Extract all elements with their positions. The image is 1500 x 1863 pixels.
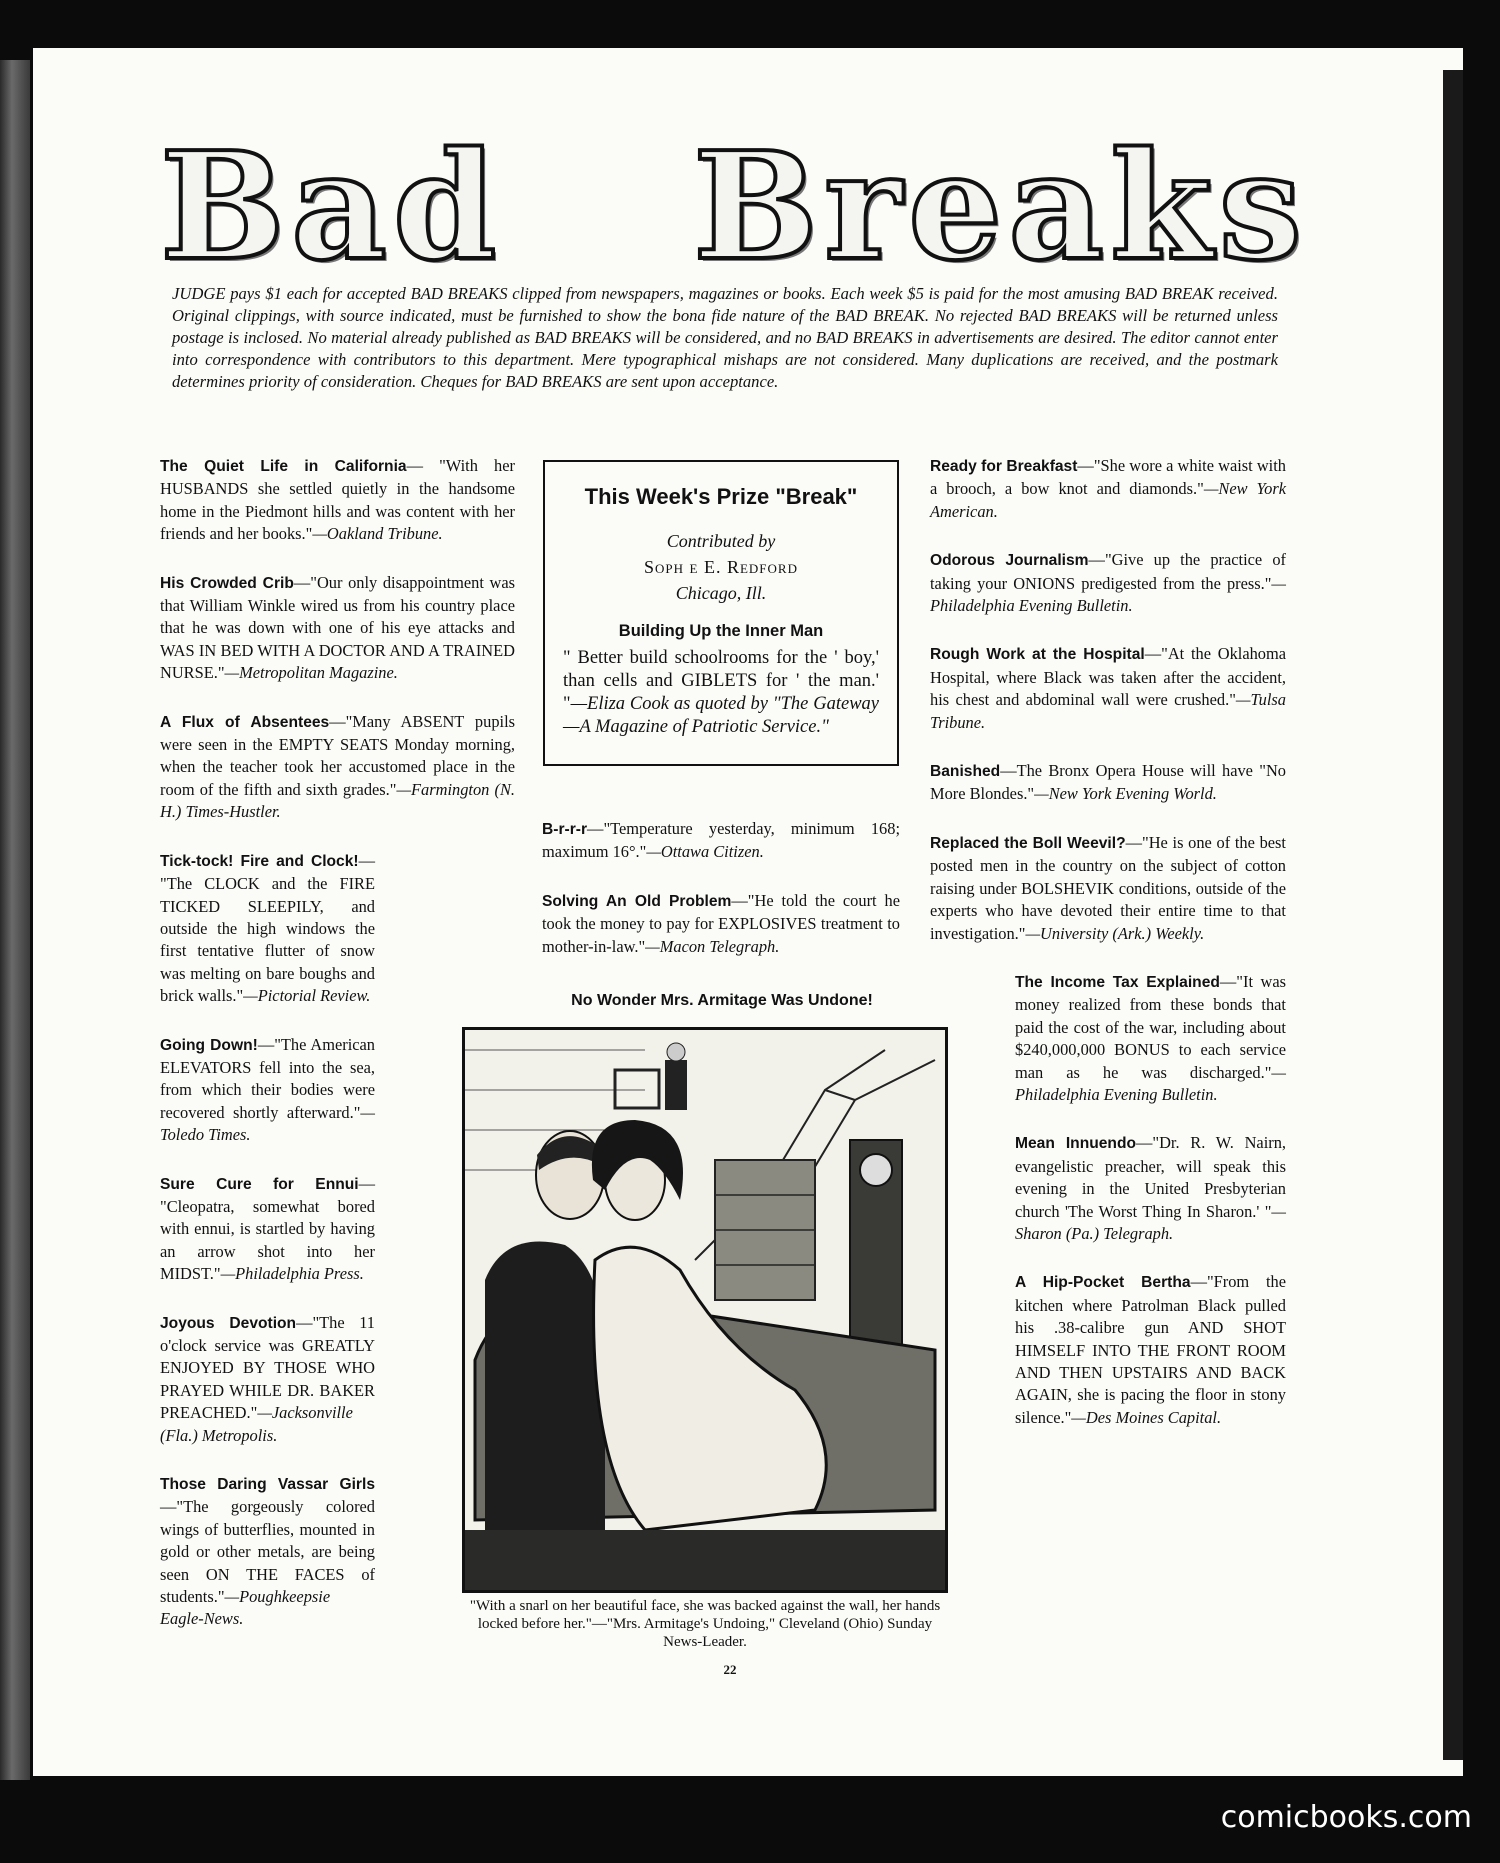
article: His Crowded Crib—"Our only disappointment was that William Winkle wired us from his country place that he was down with one of his eye attacks and WAS IN BED WITH A DOCTOR AND A TRAINED NURSE."—Metropolitan Magazine. bbox=[160, 572, 516, 683]
article: Replaced the Boll Weevil?—"He is one of the best posted men in the country on the subject of cotton raising under BOLSHEVIK conditions, outside of the experts who have devoted their entire time to that investigation."—University (Ark.) Weekly. bbox=[930, 832, 1286, 943]
article-source: —Philadelphia Press. bbox=[220, 1264, 364, 1284]
article-title: Banished bbox=[930, 763, 1001, 781]
article: Those Daring Vassar Girls—"The gorgeously colored wings of butterflies, mounted in gold or other metals, are being seen ON THE FACES of students."—Poughkeepsie Eagle-News. bbox=[160, 1476, 375, 1629]
article-source: —Des Moines Capital. bbox=[1071, 1407, 1222, 1427]
man-figure bbox=[485, 1242, 605, 1530]
article-title: A Flux of Absentees bbox=[160, 713, 330, 731]
article-title: Going Down! bbox=[160, 1036, 258, 1054]
page-number: 22 bbox=[723, 1662, 737, 1677]
article-source: —Pictorial Review. bbox=[243, 986, 371, 1006]
article: The Quiet Life in California— "With her HUSBANDS she settled quietly in the handsome home in the Piedmont hills and was content with her friends and her books."—Oakland Tribune. bbox=[160, 456, 515, 544]
article: Tick-tock! Fire and Clock!— "The CLOCK and the FIRE TICKED SLEEPILY, and outside the high windows the first tentative flutter of snow was melting on bare boughs and brick walls."—Pictorial Review. bbox=[160, 850, 375, 1006]
article-source: —New York American. bbox=[930, 479, 1286, 521]
illustration-title: No Wonder Mrs. Armitage Was Undone! bbox=[571, 992, 873, 1009]
prize-quote-text: " Better build schoolrooms for the ' boy,' than cells and GIBLETS for ' the man.' " bbox=[563, 648, 879, 714]
article-title: Tick-tock! Fire and Clock! bbox=[160, 852, 359, 870]
article: The Income Tax Explained—"It was money realized from these bonds that paid the cost of the war, including about $240,000,000 BONUS to each service man as he was discharged."—Philadelphia Evening Bulletin. bbox=[1015, 971, 1286, 1104]
article-title: Joyous Devotion bbox=[160, 1314, 297, 1332]
article-text: "The CLOCK and the FIRE TICKED SLEEPILY, and outside the high windows the first tentative flutter of snow was melting on bare boughs and brick walls." bbox=[160, 874, 375, 1006]
article-title: B-r-r-r bbox=[542, 821, 588, 838]
article-source: —Poughkeepsie Eagle-News. bbox=[160, 1587, 331, 1629]
prize-heading: Building Up the Inner Man bbox=[618, 622, 824, 640]
article-text: "The 11 o'clock service was GREATLY ENJOYED BY THOSE WHO PRAYED WHILE DR. BAKER PREACHED." bbox=[160, 1312, 375, 1423]
article-text: "The American ELEVATORS fell into the sea, from which their bodies were recovered shortly afterward." bbox=[160, 1034, 375, 1122]
article-title: Odorous Journalism bbox=[930, 552, 1089, 570]
prize-break-box bbox=[543, 460, 899, 766]
article-source: —Metropolitan Magazine. bbox=[224, 663, 398, 683]
prize-contributed-by: Contributed by bbox=[666, 531, 776, 551]
page-edge-left bbox=[0, 60, 30, 1780]
article-text: "Many ABSENT pupils were seen in the EMPTY SEATS Monday morning, when the teacher took her accustomed place in the room of the fifth and sixth grades." bbox=[160, 711, 515, 799]
article: Joyous Devotion—"The 11 o'clock service was GREATLY ENJOYED BY THOSE WHO PRAYED WHILE DR. BAKER PREACHED."—Jacksonville (Fla.) Metropolis. bbox=[160, 1312, 375, 1445]
prize-title: This Week's Prize "Break" bbox=[584, 484, 858, 509]
prize-quote-source: —Eliza Cook as quoted by "The Gateway—A Magazine of Patriotic Service." bbox=[563, 694, 879, 737]
article-source: —New York Evening World. bbox=[1034, 784, 1217, 804]
article-title: His Crowded Crib bbox=[160, 574, 294, 592]
article-text: "He is one of the best posted men in the country on the subject of cotton raising under BOLSHEVIK conditions, outside of the experts who have devoted their entire time to that investigation." bbox=[930, 832, 1286, 943]
article-text: "Temperature yesterday, minimum 168; maximum 16°." bbox=[542, 819, 900, 862]
article-text: The Bronx Opera House will have "No More Blondes." bbox=[930, 761, 1286, 804]
illustration bbox=[462, 1027, 948, 1593]
article-title: Ready for Breakfast bbox=[930, 458, 1078, 475]
article-title: Mean Innuendo bbox=[1015, 1135, 1136, 1153]
article-text: "Our only disappointment was that William Winkle wired us from his country place that he was down with one of his eye attacks and WAS IN BED WITH A DOCTOR AND A TRAINED NURSE." bbox=[160, 572, 516, 683]
article-title: Those Daring Vassar Girls bbox=[160, 1476, 375, 1494]
article-source: —Ottawa Citizen. bbox=[646, 842, 764, 862]
article-title: The Income Tax Explained bbox=[1015, 973, 1220, 991]
article-text: "She wore a white waist with a brooch, a bow knot and diamonds." bbox=[930, 456, 1286, 499]
right-column bbox=[930, 455, 1286, 1455]
article: Solving An Old Problem—"He told the court he took the money to pay for EXPLOSIVES treatment to mother-in-law."—Macon Telegraph. bbox=[542, 890, 900, 956]
article: Ready for Breakfast—"She wore a white waist with a brooch, a bow knot and diamonds."—New York American. bbox=[930, 456, 1286, 521]
article-title: Rough Work at the Hospital bbox=[930, 646, 1145, 664]
article: Mean Innuendo—"Dr. R. W. Nairn, evangelistic preacher, will speak this evening in the United Presbyterian church 'The Worst Thing In Sharon.' "—Sharon (Pa.) Telegraph. bbox=[1015, 1133, 1286, 1243]
masthead-title bbox=[160, 119, 1308, 293]
article-source: —Sharon (Pa.) Telegraph. bbox=[1015, 1201, 1286, 1243]
figure-on-stairs bbox=[665, 1060, 687, 1110]
masthead-word-bad: Bad bbox=[160, 119, 503, 293]
article-text: "At the Oklahoma Hospital, where Black was taken after the accident, his chest and abdominal wall were crushed." bbox=[930, 644, 1287, 710]
article: A Hip-Pocket Bertha—"From the kitchen where Patrolman Black pulled his .38-calibre gun AND SHOT HIMSELF INTO THE FRONT ROOM AND THEN UPSTAIRS AND BACK AGAIN, she is pacing the floor in stony silence."—Des Moines Capital. bbox=[1015, 1272, 1286, 1427]
page-edge-right bbox=[1443, 70, 1463, 1760]
article-source: —Philadelphia Evening Bulletin. bbox=[930, 573, 1286, 616]
middle-column bbox=[542, 818, 900, 984]
article: A Flux of Absentees—"Many ABSENT pupils were seen in the EMPTY SEATS Monday morning, when the teacher took her accustomed place in the room of the fifth and sixth grades."—Farmington (N. H.) Times-Hustler. bbox=[160, 711, 515, 822]
article: Banished—The Bronx Opera House will have "No More Blondes."—New York Evening World. bbox=[930, 761, 1286, 804]
masthead-word-breaks: Breaks bbox=[693, 119, 1308, 293]
article-source: —Farmington (N. H.) Times-Hustler. bbox=[160, 779, 515, 822]
article-source: —Toledo Times. bbox=[160, 1102, 375, 1145]
article-title: Replaced the Boll Weevil? bbox=[930, 834, 1126, 852]
article-text: "From the kitchen where Patrolman Black pulled his .38-calibre gun AND SHOT HIMSELF INTO THE FRONT ROOM AND THEN UPSTAIRS AND BACK AGAIN, she is pacing the floor in stony silence." bbox=[1015, 1272, 1286, 1427]
article-text: "The gorgeously colored wings of butterflies, mounted in gold or other metals, are being seen ON THE FACES of students." bbox=[160, 1497, 375, 1607]
article-text: "It was money realized from these bonds that paid the cost of the war, including about $240,000,000 BONUS to each service man as he was discharged." bbox=[1015, 971, 1286, 1082]
article-title: Sure Cure for Ennui bbox=[160, 1175, 359, 1193]
illustration-caption: "With a snarl on her beautiful face, she was backed against the wall, her hands locked before her."—"Mrs. Armitage's Undoing," Cleveland (Ohio) Sunday News-Leader. bbox=[469, 1598, 941, 1650]
prize-quote bbox=[563, 647, 879, 739]
article: Going Down!—"The American ELEVATORS fell into the sea, from which their bodies were recovered shortly afterward."—Toledo Times. bbox=[160, 1034, 375, 1145]
article-source: —Philadelphia Evening Bulletin. bbox=[1015, 1062, 1286, 1104]
article-source: —Macon Telegraph. bbox=[645, 936, 780, 956]
article-text: "Cleopatra, somewhat bored with ennui, is startled by having an arrow shot into her MIDST." bbox=[160, 1196, 375, 1284]
article: Sure Cure for Ennui— "Cleopatra, somewhat bored with ennui, is startled by having an arrow shot into her MIDST."—Philadelphia Press. bbox=[160, 1173, 375, 1284]
prize-contributor-name: Soph e E. Redford bbox=[644, 557, 798, 577]
article-text: "Give up the practice of taking your ONIONS predigested from the press." bbox=[930, 550, 1286, 593]
watermark: comicbooks.com bbox=[1220, 1800, 1472, 1835]
prize-contributor-place: Chicago, Ill. bbox=[675, 583, 767, 603]
article-text: "Dr. R. W. Nairn, evangelistic preacher, will speak this evening in the United Presbyterian church 'The Worst Thing In Sharon.' " bbox=[1015, 1133, 1286, 1221]
article: Rough Work at the Hospital—"At the Oklahoma Hospital, where Black was taken after the accident, his chest and abdominal wall were crushed."—Tulsa Tribune. bbox=[930, 644, 1287, 732]
picture-frame bbox=[615, 1070, 659, 1108]
article-source: —Tulsa Tribune. bbox=[930, 690, 1286, 732]
illustration-drawing bbox=[465, 1030, 945, 1590]
article-title: A Hip-Pocket Bertha bbox=[1015, 1274, 1191, 1292]
article: B-r-r-r—"Temperature yesterday, minimum 168; maximum 16°."—Ottawa Citizen. bbox=[542, 819, 900, 862]
article-text: "He told the court he took the money to pay for EXPLOSIVES treatment to mother-in-law." bbox=[542, 890, 900, 956]
article-source: —Jacksonville (Fla.) Metropolis. bbox=[160, 1403, 353, 1445]
article: Odorous Journalism—"Give up the practice of taking your ONIONS predigested from the press."—Philadelphia Evening Bulletin. bbox=[930, 550, 1286, 616]
article-source: —Oakland Tribune. bbox=[312, 524, 443, 544]
article-title: The Quiet Life in California bbox=[160, 458, 407, 475]
article-source: —University (Ark.) Weekly. bbox=[1025, 923, 1205, 943]
article-title: Solving An Old Problem bbox=[542, 892, 732, 910]
floor-shadow bbox=[465, 1530, 945, 1590]
article-text: "With her HUSBANDS she settled quietly in the handsome home in the Piedmont hills and was content with her friends and her books." bbox=[160, 456, 515, 544]
intro-paragraph: JUDGE pays $1 each for accepted BAD BREAKS clipped from newspapers, magazines or books. Each week $5 is paid for the most amusing BAD BREAK received. Original clippings, with source indicated, must be furnished to show the bona fide nature of the BAD BREAK. No rejected BAD BREAKS will be returned unless postage is inclosed. No material already published as BAD BREAKS will be considered, and no BAD BREAKS in advertisements are desired. The editor cannot enter into correspondence with contributors to this department. Mere typographical mishaps are not considered. Many duplications are received, and the postmark determines priority of consideration. Cheques for BAD BREAKS are sent upon acceptance. bbox=[172, 284, 1278, 391]
